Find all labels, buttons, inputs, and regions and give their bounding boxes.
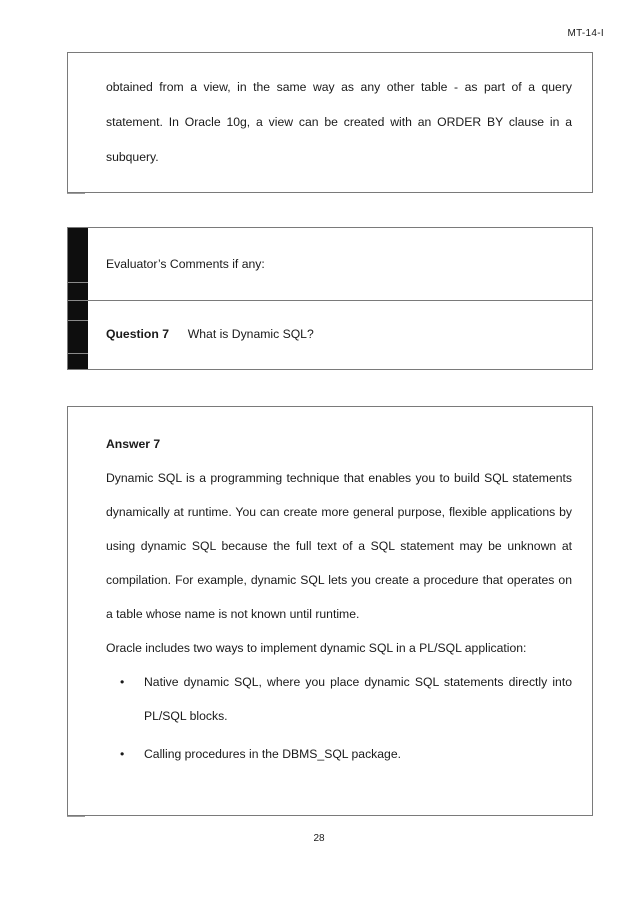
continuation-line: statement. In Oracle 10g, a view can be created with an ORDER BY clause in a — [106, 115, 572, 129]
answer-intro: Oracle includes two ways to implement dynamic SQL in a PL/SQL application: — [106, 641, 527, 655]
bullet-item — [120, 737, 572, 771]
page-number: 28 — [313, 833, 325, 844]
continuation-text — [106, 70, 572, 175]
question-line — [106, 327, 314, 341]
question-label: Question 7 — [106, 327, 169, 341]
bullet-text: Calling procedures in the DBMS_SQL package. — [144, 747, 401, 761]
bullet-icon: • — [120, 747, 125, 761]
continuation-line: obtained from a view, in the same way as any other table - as part of a query — [106, 80, 572, 94]
bullet-text: Native dynamic SQL, where you place dynamic SQL statements directly into PL/SQL blocks. — [144, 675, 572, 723]
margin-tick — [67, 193, 85, 194]
evaluator-comments-label: Evaluator’s Comments if any: — [106, 257, 265, 271]
answer-box — [67, 406, 593, 816]
answer-text — [106, 427, 572, 771]
margin-tick — [67, 816, 85, 817]
question-text: What is Dynamic SQL? — [187, 327, 314, 341]
page-header-code: MT-14-I — [567, 28, 604, 39]
evaluator-question-box — [67, 227, 593, 370]
bullet-icon: • — [120, 675, 125, 689]
row-divider — [88, 300, 592, 301]
answer-label: Answer 7 — [106, 437, 161, 451]
answer-paragraph: Dynamic SQL is a programming technique that enables you to build SQL statements dynamically at runtime. You can create more general purpose, flexible applications by using dynamic SQL because the full text of a SQL statement may be unknown at compilation. For example, dynamic SQL lets you create a procedure that operates on a table whose name is not known until runtime. — [106, 471, 572, 621]
continuation-box — [67, 52, 593, 193]
left-margin-bar — [68, 228, 88, 369]
bullet-item — [120, 665, 572, 733]
continuation-line: subquery. — [106, 150, 159, 164]
